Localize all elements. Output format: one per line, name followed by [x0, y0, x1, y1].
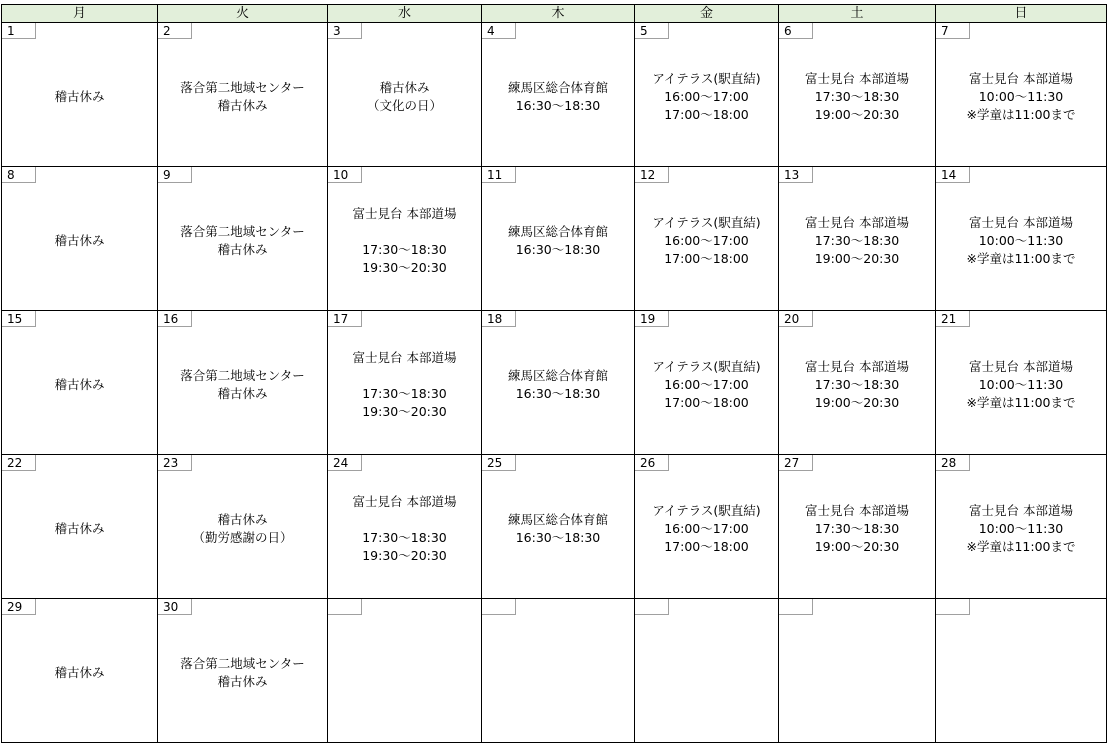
calendar-day-cell[interactable] [779, 311, 936, 455]
schedule-line: 10:00～11:30 [978, 88, 1064, 104]
schedule-line: 17:30～18:30 [814, 88, 900, 104]
calendar-day-cell[interactable] [635, 455, 779, 599]
day-schedule [328, 669, 481, 673]
schedule-line: 富士見台 本部道場 [805, 502, 909, 518]
calendar-day-cell[interactable] [158, 167, 328, 311]
schedule-line: ※学童は11:00まで [966, 106, 1076, 122]
calendar-day-cell[interactable] [482, 23, 635, 167]
calendar-day-cell[interactable] [482, 455, 635, 599]
schedule-line [328, 223, 481, 241]
schedule-line: 17:30～18:30 [814, 232, 900, 248]
calendar-week-row [2, 311, 1107, 455]
schedule-line: 稽古休み [217, 511, 268, 527]
schedule-line: 稽古休み [217, 241, 268, 257]
schedule-line: 稽古休み [54, 664, 105, 680]
day-schedule [482, 507, 634, 547]
day-schedule [158, 651, 327, 691]
day-number: 18 [482, 311, 516, 327]
weekday-header-sun: 日 [936, 5, 1107, 23]
calendar-day-cell[interactable] [482, 311, 635, 455]
schedule-line: 19:00～20:30 [814, 250, 900, 266]
day-number: 6 [779, 23, 813, 39]
day-schedule [779, 210, 935, 268]
schedule-line: 19:30～20:30 [362, 259, 447, 275]
day-number: 14 [936, 167, 970, 183]
day-number: 22 [2, 455, 36, 471]
calendar-day-cell[interactable] [635, 311, 779, 455]
schedule-line: 稽古休み [54, 232, 105, 248]
schedule-line: 19:30～20:30 [362, 547, 447, 563]
day-schedule [936, 66, 1106, 124]
schedule-line: 19:00～20:30 [814, 538, 900, 554]
schedule-line [328, 367, 481, 385]
schedule-line: ※学童は11:00まで [966, 250, 1076, 266]
calendar-week-row [2, 455, 1107, 599]
day-number: 19 [635, 311, 669, 327]
day-schedule [158, 219, 327, 259]
weekday-header-sat: 土 [779, 5, 936, 23]
schedule-line: 富士見台 本部道場 [352, 205, 457, 221]
calendar-day-cell[interactable] [936, 23, 1107, 167]
schedule-line: アイテラス(駅直結) [652, 358, 761, 374]
calendar-day-cell[interactable] [779, 455, 936, 599]
calendar-day-cell[interactable] [2, 455, 158, 599]
schedule-line: 富士見台 本部道場 [805, 358, 909, 374]
schedule-line: 富士見台 本部道場 [352, 493, 457, 509]
calendar-day-cell[interactable] [779, 599, 936, 743]
schedule-line: 16:00～17:00 [664, 376, 749, 392]
calendar-day-cell[interactable] [2, 23, 158, 167]
day-number: 21 [936, 311, 970, 327]
schedule-line: 稽古休み [217, 673, 268, 689]
day-schedule [2, 660, 157, 682]
calendar-day-cell[interactable] [779, 167, 936, 311]
day-number: 25 [482, 455, 516, 471]
day-number: 1 [2, 23, 36, 39]
schedule-line: 落合第二地域センター [180, 367, 305, 383]
schedule-line: アイテラス(駅直結) [652, 70, 761, 86]
calendar-day-cell[interactable] [328, 167, 482, 311]
calendar-day-cell[interactable] [2, 311, 158, 455]
day-number: 30 [158, 599, 192, 615]
day-number: 26 [635, 455, 669, 471]
day-schedule [936, 498, 1106, 556]
weekday-header-thu: 木 [482, 5, 635, 23]
schedule-line: 落合第二地域センター [180, 79, 305, 95]
calendar-body [2, 23, 1107, 743]
day-schedule [2, 516, 157, 538]
schedule-line: 19:00～20:30 [814, 394, 900, 410]
schedule-line: アイテラス(駅直結) [652, 502, 761, 518]
schedule-line: 16:30～18:30 [515, 385, 601, 401]
schedule-line: 富士見台 本部道場 [352, 349, 457, 365]
day-schedule [328, 201, 481, 277]
day-number: 5 [635, 23, 669, 39]
calendar-day-cell[interactable] [158, 455, 328, 599]
schedule-line: 練馬区総合体育館 [507, 223, 608, 239]
schedule-line: 19:00～20:30 [814, 106, 900, 122]
schedule-line: 10:00～11:30 [978, 232, 1064, 248]
day-schedule [635, 354, 778, 412]
day-number: 8 [2, 167, 36, 183]
day-schedule [328, 75, 481, 115]
day-schedule [328, 345, 481, 421]
schedule-line: 16:30～18:30 [515, 97, 601, 113]
day-schedule [158, 507, 327, 547]
calendar-day-cell[interactable] [635, 599, 779, 743]
schedule-calendar [1, 4, 1107, 743]
calendar-week-row [2, 23, 1107, 167]
day-number [936, 599, 970, 615]
day-number: 4 [482, 23, 516, 39]
calendar-day-cell[interactable] [328, 599, 482, 743]
day-schedule [635, 669, 778, 673]
schedule-line: （文化の日） [366, 97, 442, 113]
day-schedule [635, 66, 778, 124]
schedule-line: 落合第二地域センター [180, 223, 305, 239]
schedule-line: 17:30～18:30 [814, 520, 900, 536]
schedule-line: 稽古休み [54, 376, 105, 392]
schedule-line: 富士見台 本部道場 [969, 70, 1073, 86]
day-number: 20 [779, 311, 813, 327]
day-schedule [328, 489, 481, 565]
schedule-line: 17:00～18:00 [664, 394, 749, 410]
schedule-line: 17:30～18:30 [362, 241, 447, 257]
schedule-line: 富士見台 本部道場 [805, 214, 909, 230]
calendar-day-cell[interactable] [2, 599, 158, 743]
weekday-header-row [2, 5, 1107, 23]
day-schedule [635, 210, 778, 268]
schedule-line [328, 511, 481, 529]
day-number: 7 [936, 23, 970, 39]
day-number: 29 [2, 599, 36, 615]
day-schedule [158, 75, 327, 115]
schedule-line: 16:30～18:30 [515, 241, 601, 257]
calendar-day-cell[interactable] [158, 599, 328, 743]
day-schedule [2, 372, 157, 394]
day-number: 13 [779, 167, 813, 183]
calendar-day-cell[interactable] [328, 455, 482, 599]
weekday-header-tue: 火 [158, 5, 328, 23]
schedule-line: 17:00～18:00 [664, 538, 749, 554]
schedule-line: 練馬区総合体育館 [507, 79, 608, 95]
calendar-day-cell[interactable] [158, 311, 328, 455]
schedule-line: （勤労感謝の日） [192, 529, 293, 545]
schedule-line: 16:00～17:00 [664, 520, 749, 536]
day-schedule [482, 75, 634, 115]
calendar-day-cell[interactable] [635, 23, 779, 167]
schedule-line: 17:00～18:00 [664, 250, 749, 266]
day-number [482, 599, 516, 615]
weekday-header-wed: 水 [328, 5, 482, 23]
schedule-line: 稽古休み [54, 88, 105, 104]
schedule-line: 富士見台 本部道場 [969, 502, 1073, 518]
calendar-day-cell[interactable] [936, 455, 1107, 599]
schedule-line: 稽古休み [217, 97, 268, 113]
schedule-line: 17:30～18:30 [814, 376, 900, 392]
schedule-line: 稽古休み [54, 520, 105, 536]
day-number: 17 [328, 311, 362, 327]
day-number [328, 599, 362, 615]
day-number [635, 599, 669, 615]
schedule-line: 17:00～18:00 [664, 106, 749, 122]
day-schedule [2, 84, 157, 106]
day-number: 16 [158, 311, 192, 327]
day-number: 2 [158, 23, 192, 39]
schedule-line: 16:00～17:00 [664, 88, 749, 104]
day-schedule [936, 354, 1106, 412]
day-number: 23 [158, 455, 192, 471]
calendar-day-cell[interactable] [635, 167, 779, 311]
day-number: 24 [328, 455, 362, 471]
day-number [779, 599, 813, 615]
schedule-line: 17:30～18:30 [362, 385, 447, 401]
day-number: 9 [158, 167, 192, 183]
schedule-line: 16:00～17:00 [664, 232, 749, 248]
day-number: 12 [635, 167, 669, 183]
day-schedule [482, 363, 634, 403]
day-schedule [635, 498, 778, 556]
day-number: 28 [936, 455, 970, 471]
schedule-line: 稽古休み [217, 385, 268, 401]
schedule-line: 19:30～20:30 [362, 403, 447, 419]
day-schedule [936, 669, 1106, 673]
calendar-day-cell[interactable] [328, 23, 482, 167]
calendar-week-row [2, 167, 1107, 311]
schedule-line: 富士見台 本部道場 [969, 358, 1073, 374]
schedule-line: 練馬区総合体育館 [507, 367, 608, 383]
day-schedule [482, 219, 634, 259]
calendar-day-cell[interactable] [779, 23, 936, 167]
schedule-line: 17:30～18:30 [362, 529, 447, 545]
schedule-line: 練馬区総合体育館 [507, 511, 608, 527]
schedule-line: 16:30～18:30 [515, 529, 601, 545]
calendar-day-cell[interactable] [2, 167, 158, 311]
day-schedule [779, 66, 935, 124]
schedule-line: アイテラス(駅直結) [652, 214, 761, 230]
day-number: 15 [2, 311, 36, 327]
calendar-day-cell[interactable] [482, 167, 635, 311]
weekday-header-mon: 月 [2, 5, 158, 23]
calendar-day-cell[interactable] [482, 599, 635, 743]
day-schedule [482, 669, 634, 673]
day-number: 11 [482, 167, 516, 183]
day-schedule [2, 228, 157, 250]
schedule-line: ※学童は11:00まで [966, 394, 1076, 410]
schedule-line: 富士見台 本部道場 [969, 214, 1073, 230]
schedule-line: 富士見台 本部道場 [805, 70, 909, 86]
day-schedule [936, 210, 1106, 268]
schedule-line: 落合第二地域センター [180, 655, 305, 671]
weekday-header-fri: 金 [635, 5, 779, 23]
calendar-day-cell[interactable] [936, 311, 1107, 455]
calendar-day-cell[interactable] [936, 167, 1107, 311]
day-number: 27 [779, 455, 813, 471]
calendar-day-cell[interactable] [328, 311, 482, 455]
calendar-day-cell[interactable] [158, 23, 328, 167]
day-schedule [779, 354, 935, 412]
calendar-week-row [2, 599, 1107, 743]
day-number: 3 [328, 23, 362, 39]
day-number: 10 [328, 167, 362, 183]
schedule-line: ※学童は11:00まで [966, 538, 1076, 554]
schedule-line: 10:00～11:30 [978, 520, 1064, 536]
day-schedule [779, 669, 935, 673]
schedule-line: 稽古休み [379, 79, 430, 95]
day-schedule [779, 498, 935, 556]
schedule-line: 10:00～11:30 [978, 376, 1064, 392]
calendar-day-cell[interactable] [936, 599, 1107, 743]
day-schedule [158, 363, 327, 403]
